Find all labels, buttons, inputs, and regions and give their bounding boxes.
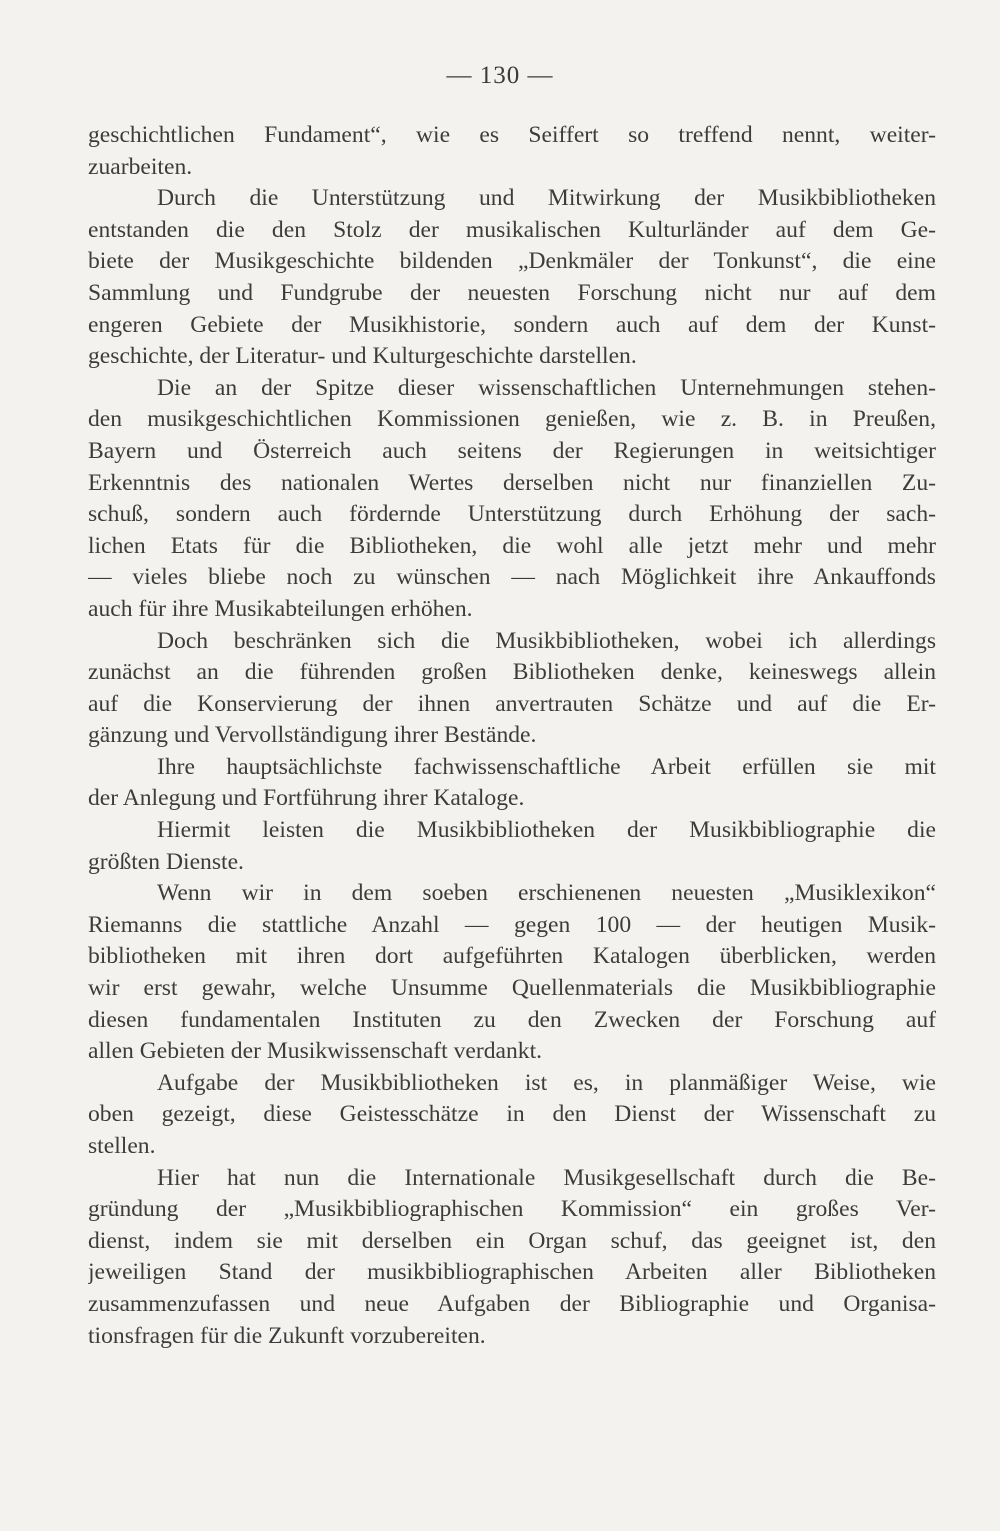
text-line: der Anlegung und Fortführung ihrer Kataloge. <box>88 785 525 812</box>
text-line: Durch die Unterstützung und Mitwirkung der Musikbibliotheken <box>157 185 936 212</box>
text-line: Aufgabe der Musikbibliotheken ist es, in planmäßiger Weise, wie <box>157 1069 936 1096</box>
text-line: entstanden die den Stolz der musikalischen Kulturländer auf dem Ge- <box>88 216 936 243</box>
text-line: bibliotheken mit ihren dort aufgeführten Katalogen überblicken, werden <box>88 943 936 970</box>
text-line: stellen. <box>88 1133 156 1159</box>
text-line: Sammlung und Fundgrube der neuesten Forschung nicht nur auf dem <box>88 279 936 306</box>
text-line: diesen fundamentalen Instituten zu den Zwecken der Forschung auf <box>88 1006 936 1033</box>
text-line: jeweiligen Stand der musikbibliographischen Arbeiten aller Bibliotheken <box>88 1259 936 1286</box>
text-line: Hier hat nun die Internationale Musikgesellschaft durch die Be- <box>157 1164 936 1191</box>
body-text <box>88 120 936 1352</box>
text-line: wir erst gewahr, welche Unsumme Quellenmaterials die Musikbibliographie <box>88 975 936 1002</box>
text-line: engeren Gebiete der Musikhistorie, sondern auch auf dem der Kunst- <box>88 311 936 338</box>
text-line: Bayern und Österreich auch seitens der Regierungen in weitsichtiger <box>88 437 936 464</box>
page-number: — 130 — <box>446 62 554 89</box>
text-line: den musikgeschichtlichen Kommissionen genießen, wie z. B. in Preußen, <box>88 406 936 433</box>
text-line: auf die Konservierung der ihnen anvertrauten Schätze und auf die Er- <box>88 690 936 717</box>
text-line: Ihre hauptsächlichste fachwissenschaftliche Arbeit erfüllen sie mit <box>157 753 936 780</box>
text-line: lichen Etats für die Bibliotheken, die wohl alle jetzt mehr und mehr <box>88 532 936 559</box>
text-line: gänzung und Vervollständigung ihrer Bestände. <box>88 722 537 749</box>
text-line: — vieles bliebe noch zu wünschen — nach Möglichkeit ihre Ankauffonds <box>88 564 936 591</box>
text-line: biete der Musikgeschichte bildenden „Denkmäler der Tonkunst“, die eine <box>88 248 936 275</box>
text-line: Wenn wir in dem soeben erschienenen neuesten „Musiklexikon“ <box>157 880 936 907</box>
text-line: zusammenzufassen und neue Aufgaben der Bibliographie und Organisa- <box>88 1290 936 1317</box>
text-line: geschichtlichen Fundament“, wie es Seiffert so treffend nennt, weiter- <box>88 122 936 148</box>
text-line: allen Gebieten der Musikwissenschaft verdankt. <box>88 1038 543 1065</box>
text-line: zuarbeiten. <box>88 153 193 180</box>
text-line: gründung der „Musikbibliographischen Kommission“ ein großes Ver- <box>88 1196 936 1223</box>
text-line: Die an der Spitze dieser wissenschaftlichen Unternehmungen stehen- <box>157 374 936 401</box>
text-line: dienst, indem sie mit derselben ein Organ schuf, das geeignet ist, den <box>88 1227 936 1254</box>
text-line: Doch beschränken sich die Musikbibliotheken, wobei ich allerdings <box>157 627 936 654</box>
text-line: geschichte, der Literatur- und Kulturgeschichte darstellen. <box>88 343 637 370</box>
text-line: größten Dienste. <box>88 848 244 875</box>
text-line: schuß, sondern auch fördernde Unterstützung durch Erhöhung der sach- <box>88 501 936 528</box>
text-line: auch für ihre Musikabteilungen erhöhen. <box>88 595 473 622</box>
text-line: Erkenntnis des nationalen Wertes derselben nicht nur finanziellen Zu- <box>88 469 936 496</box>
text-line: oben gezeigt, diese Geistesschätze in den Dienst der Wissenschaft zu <box>88 1101 936 1128</box>
text-line: Riemanns die stattliche Anzahl — gegen 100 — der heutigen Musik- <box>88 911 936 938</box>
text-line: tionsfragen für die Zukunft vorzubereiten. <box>88 1322 486 1349</box>
text-line: Hiermit leisten die Musikbibliotheken der Musikbibliographie die <box>157 817 936 844</box>
text-line: zunächst an die führenden großen Bibliotheken denke, keineswegs allein <box>88 659 936 686</box>
